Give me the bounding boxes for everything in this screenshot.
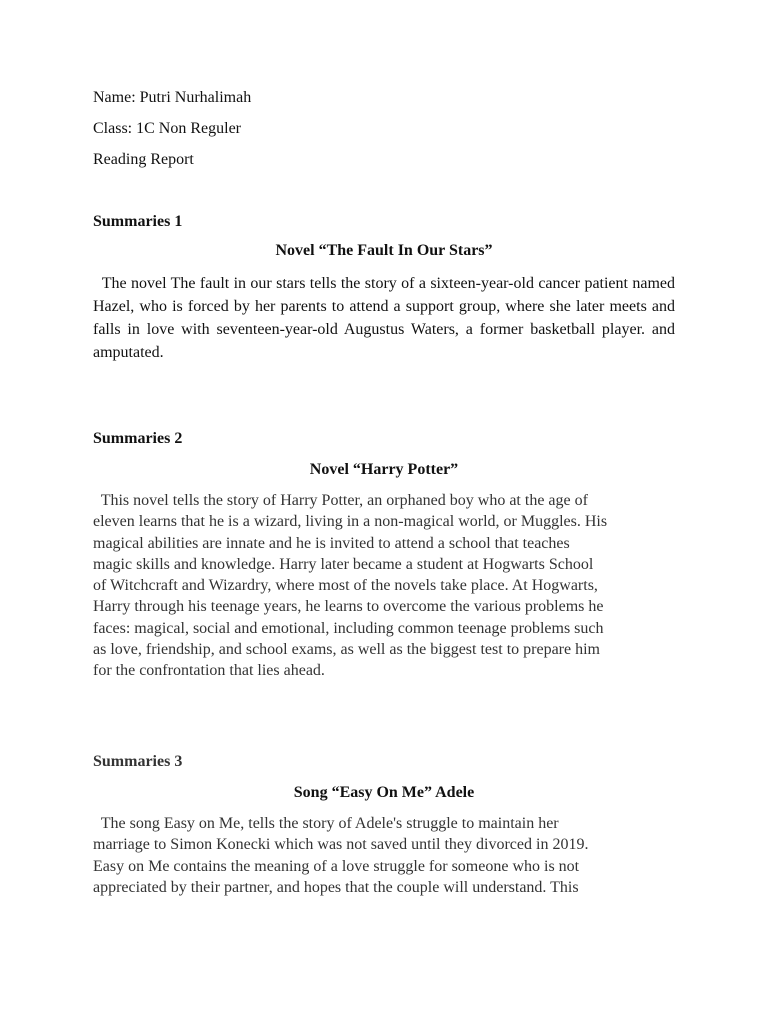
section-3-heading: Summaries 3	[93, 753, 183, 770]
body-line: This novel tells the story of Harry Potter, an orphaned boy who at the age of	[93, 492, 588, 509]
body-line: Harry through his teenage years, he learns to overcome the various problems he	[93, 598, 604, 616]
body-line: marriage to Simon Konecki which was not saved until they divorced in 2019.	[93, 836, 589, 854]
section-2-title: Novel “Harry Potter”	[309, 461, 459, 478]
section-1-title: Novel “The Fault In Our Stars”	[275, 242, 493, 259]
section-3-title: Song “Easy On Me” Adele	[293, 784, 475, 801]
body-line: as love, friendship, and school exams, as well as the biggest test to prepare him	[93, 641, 600, 659]
body-line: faces: magical, social and emotional, including common teenage problems such	[93, 619, 604, 637]
body-line: magic skills and knowledge. Harry later became a student at Hogwarts School	[93, 555, 594, 573]
section-2-heading: Summaries 2	[93, 430, 183, 447]
body-line: Easy on Me contains the meaning of a love struggle for someone who is not	[93, 857, 580, 875]
section-1-heading: Summaries 1	[93, 213, 183, 230]
body-line: appreciated by their partner, and hopes that the couple will understand. This	[93, 878, 579, 896]
section-1-body: The novel The fault in our stars tells the story of a sixteen-year-old cancer patient named Hazel, who is forced by her parents to attend a support group, where she later meets and falls in love with seventeen-year-old Augustus Waters, a former basketball player. and amputated.	[93, 275, 679, 361]
student-name: Name: Putri Nurhalimah	[93, 89, 252, 106]
student-class: Class: 1C Non Reguler	[93, 120, 241, 137]
body-line: The song Easy on Me, tells the story of Adele's struggle to maintain her	[93, 815, 559, 832]
section-2-body	[93, 490, 675, 682]
body-line: magical abilities are innate and he is invited to attend a school that teaches	[93, 534, 570, 552]
section-3-body	[93, 813, 675, 898]
report-type: Reading Report	[93, 151, 194, 168]
body-line: of Witchcraft and Wizardry, where most of the novels take place. At Hogwarts,	[93, 577, 598, 595]
body-line: eleven learns that he is a wizard, living in a non-magical world, or Muggles. His	[93, 513, 608, 531]
body-line: for the confrontation that lies ahead.	[93, 662, 325, 680]
